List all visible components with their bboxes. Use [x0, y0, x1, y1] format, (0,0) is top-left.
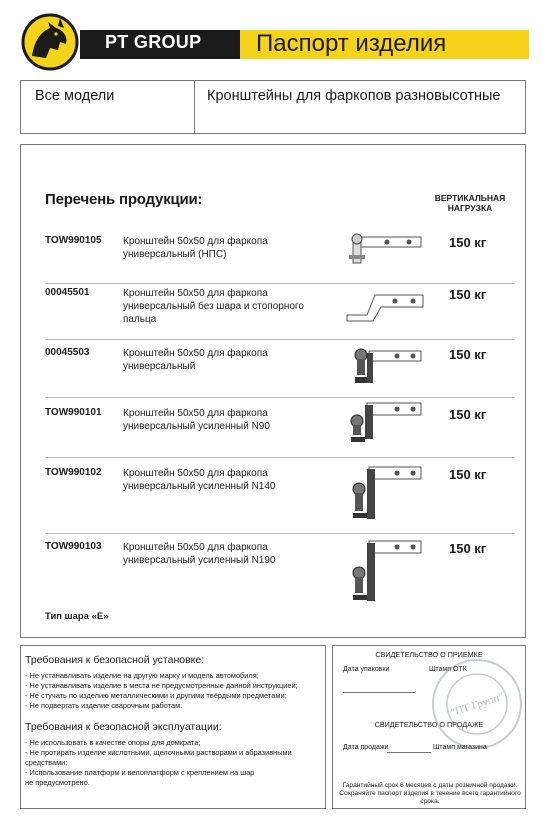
product-load: 150 кг — [449, 235, 487, 250]
model-divider — [194, 81, 195, 133]
requirements-box — [20, 645, 326, 809]
product-row — [45, 287, 515, 343]
certificate-box — [332, 645, 526, 809]
section-gap — [25, 711, 325, 721]
install-requirement-item: - Не подвергать изделие сварочным работам. — [25, 701, 183, 710]
product-code: 00045501 — [45, 287, 90, 298]
install-requirement-item: - Не стучать по изделию металлическими и другими твёрдыми предметами; — [25, 691, 287, 700]
vertical-load-header: ВЕРТИКАЛЬНАЯ НАГРУЗКА — [434, 193, 506, 213]
product-description: Кронштейн 50х50 для фаркопа универсальный — [123, 348, 268, 372]
product-load: 150 кг — [449, 347, 487, 362]
tow-bracket-npc-image — [327, 231, 427, 271]
shop-stamp-label: Штамп магазина — [433, 744, 487, 751]
tow-bracket-reinforced-n140-image — [327, 463, 427, 525]
tow-bracket-universal-image — [327, 343, 427, 391]
use-requirement-item: - Не использовать в качестве опоры для домкрата; — [25, 738, 201, 747]
product-row — [45, 347, 515, 403]
product-description: Кронштейн 50х50 для фаркопа универсальный усиленный N140 — [123, 468, 276, 492]
use-requirements-title: Требования к безопасной эксплуатации: — [25, 721, 222, 733]
row-divider — [45, 283, 515, 284]
acceptance-title: СВИДЕТЕЛЬСТВО О ПРИЕМКЕ — [375, 650, 483, 659]
product-row — [45, 235, 515, 291]
use-requirement-item: средствами; — [25, 758, 68, 767]
ball-type-label: Тип шара «Е» — [45, 611, 109, 622]
product-code: 00045503 — [45, 347, 90, 358]
header — [20, 12, 529, 72]
product-description: Кронштейн 50х50 для фаркопа универсальный (НПС) — [123, 236, 268, 260]
product-load: 150 кг — [449, 467, 487, 482]
pack-date-label: Дата упаковки — [343, 666, 390, 673]
tow-bracket-reinforced-n190-image — [327, 537, 427, 607]
product-list-box — [20, 144, 526, 638]
product-row — [45, 407, 515, 463]
use-requirement-item: не предусмотрено. — [25, 778, 90, 787]
brand-name: PT GROUP — [105, 32, 202, 52]
pack-date-line — [343, 692, 415, 693]
product-row — [45, 467, 515, 523]
sale-date-label: Дата продажи — [343, 744, 389, 751]
sale-title: СВИДЕТЕЛЬСТВО О ПРОДАЖЕ — [374, 720, 484, 729]
sale-date-line — [387, 752, 431, 753]
product-code: TOW990105 — [45, 235, 102, 246]
row-divider — [45, 457, 515, 458]
product-code: TOW990101 — [45, 407, 102, 418]
row-divider — [45, 339, 515, 340]
use-requirement-item: - Не протирать изделие кислотными, щелочными растворами и абразивными — [25, 748, 292, 757]
product-load: 150 кг — [449, 541, 487, 556]
install-requirement-item: - Не устанавливать изделие в места не предусмотренные данной инструкцией; — [25, 681, 298, 690]
model-applicability: Все модели — [35, 88, 115, 104]
row-divider — [45, 533, 515, 534]
product-code: TOW990103 — [45, 541, 102, 552]
product-description: Кронштейн 50х50 для фаркопа универсальный усиленный N190 — [123, 542, 276, 566]
model-box — [20, 80, 526, 134]
tow-bracket-no-ball-image — [327, 287, 427, 323]
product-description: Кронштейн 50х50 для фаркопа универсальный без шара и стопорного пальца — [123, 288, 304, 325]
product-name: Кронштейны для фаркопов разновысотные — [207, 88, 501, 104]
product-code: TOW990102 — [45, 467, 102, 478]
pt-group-logo-icon — [20, 12, 84, 72]
product-load: 150 кг — [449, 287, 487, 302]
product-list-title: Перечень продукции: — [45, 191, 203, 208]
page-title: Паспорт изделия — [256, 30, 447, 57]
install-requirements-title: Требования к безопасной установке: — [25, 654, 205, 666]
product-load: 150 кг — [449, 407, 487, 422]
warranty-note: Гарантийный срок 6 месяцев с даты розничной продажи. Сохраняйте паспорт изделия в течение всего гарантийного срока. — [339, 782, 521, 805]
product-description: Кронштейн 50х50 для фаркопа универсальный усиленный N90 — [123, 408, 270, 432]
row-divider — [45, 397, 515, 398]
tow-bracket-reinforced-n90-image — [327, 399, 427, 447]
use-requirement-item: - Использование платформ и велоплатформ с креплением на шар — [25, 768, 255, 777]
product-row — [45, 541, 515, 597]
install-requirement-item: - Не устанавливать изделие на другую марку и модель автомобиля; — [25, 671, 259, 680]
qc-stamp-label: Штамп ОТК — [429, 666, 467, 673]
stamp-text: "ПТ Групп" — [449, 690, 506, 720]
